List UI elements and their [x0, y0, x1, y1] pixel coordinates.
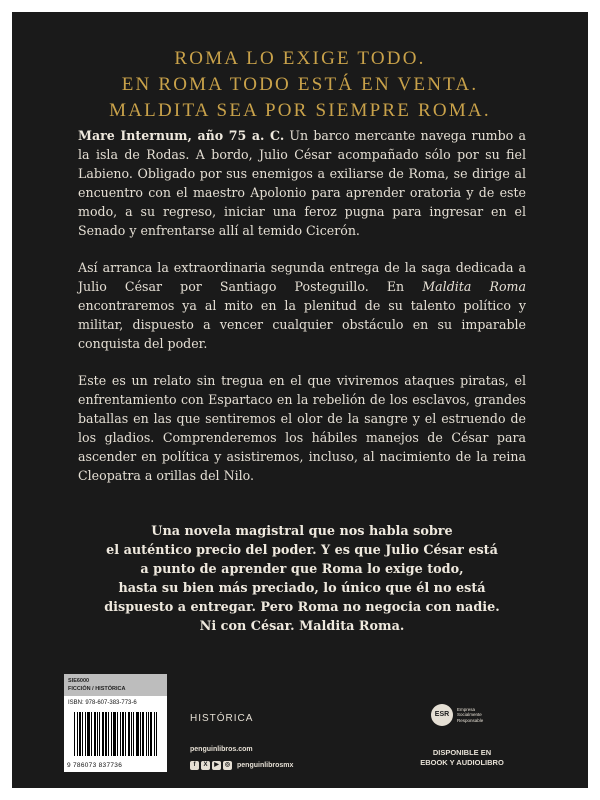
availability	[419, 748, 505, 768]
barcode-bar	[102, 712, 104, 756]
barcode-bar	[125, 712, 126, 756]
barcode-bar	[154, 712, 155, 756]
tagline-line-3: a punto de aprender que Roma lo exige todo,	[140, 562, 464, 577]
availability-line-1: DISPONIBLE EN	[432, 748, 492, 757]
barcode-bar	[133, 712, 134, 756]
barcode-bar	[156, 712, 157, 756]
website: penguinlibros.com	[190, 746, 253, 753]
barcode-bar	[99, 712, 100, 756]
barcode-bar	[146, 712, 147, 756]
barcode-bar	[131, 712, 132, 756]
barcode-number: 9 786073 837736	[67, 762, 123, 769]
x-icon: X	[201, 761, 210, 770]
barcode-bar	[82, 712, 83, 756]
barcode-bar	[117, 712, 118, 756]
facebook-icon: f	[190, 761, 199, 770]
barcode-bar	[140, 712, 141, 756]
category-label	[64, 674, 167, 696]
headline-line-1: ROMA LO EXIGE TODO.	[174, 48, 426, 69]
barcode-panel	[64, 696, 167, 772]
availability-line-2: EBOOK Y AUDIOLIBRO	[420, 758, 504, 767]
barcode-bar	[150, 712, 152, 756]
social-row	[190, 761, 293, 770]
barcode-bar	[122, 712, 124, 756]
genre-label: HISTÓRICA	[190, 713, 254, 724]
book-title: Maldita Roma	[422, 279, 527, 294]
synopsis-lead: Mare Internum, año 75 a. C.	[78, 128, 285, 143]
synopsis-p1-text: Un barco mercante navega rumbo a la isla de Rodas. A bordo, Julio César acompañado sólo por su fiel Labieno. Obligado por sus enemigos a exiliarse de Roma, se dirige al encuentro con el maestro Apolonio para aprender oratoria y de este modo, a su regreso, iniciar una feroz pugna para ingresar en el Senado y enfrentarse allí al temido Cicerón.	[78, 128, 526, 238]
esr-badge: ESR	[431, 704, 453, 726]
tagline-line-4: hasta su bien más preciado, lo único que él no está	[118, 581, 486, 596]
tagline	[70, 522, 534, 636]
barcode-bar	[111, 712, 112, 756]
headline-line-2: EN ROMA TODO ESTÁ EN VENTA.	[121, 74, 479, 95]
barcode-bar	[136, 712, 139, 756]
headline-line-3: MALDITA SEA POR SIEMPRE ROMA.	[109, 100, 491, 121]
barcode-bar	[128, 712, 130, 756]
barcode-bar	[105, 712, 107, 756]
tagline-line-6: Ni con César. Maldita Roma.	[199, 619, 405, 634]
barcode-bar	[91, 712, 92, 756]
barcode-bar	[85, 712, 86, 756]
synopsis-paragraph-2	[78, 258, 526, 353]
synopsis	[78, 126, 526, 503]
barcode-bar	[108, 712, 109, 756]
barcode-bar	[142, 712, 144, 756]
barcode-bar	[113, 712, 116, 756]
barcode-bar	[87, 712, 90, 756]
tagline-line-5: dispuesto a entregar. Pero Roma no negocia con nadie.	[104, 600, 500, 615]
barcode-bar	[94, 712, 96, 756]
category-name: FICCIÓN / HISTÓRICA	[68, 686, 126, 692]
synopsis-paragraph-3: Este es un relato sin tregua en el que viviremos ataques piratas, el enfrentamiento con Espartaco en la rebelión de los esclavos, grandes batallas en las que sentiremos el olor de la sangre y el estruendo de los gladios. Comprenderemos los hábiles manejos de César para ascender en política y asistiremos, incluso, al nacimiento de la reina Cleopatra a orillas del Nilo.	[78, 373, 526, 483]
headline	[12, 46, 588, 124]
barcode-bar	[97, 712, 98, 756]
barcode-bar	[120, 712, 121, 756]
barcode-bar	[79, 712, 81, 756]
youtube-icon: ▶	[212, 761, 221, 770]
esr-logo	[431, 704, 501, 726]
category-code: SIE6000	[68, 678, 90, 684]
esr-text: Empresa Socialmente Responsable	[457, 706, 484, 723]
barcode-bar	[74, 712, 75, 756]
social-handle: penguinlibrosmx	[237, 762, 294, 769]
synopsis-p2-pre: Así arranca la extraordinaria segunda entrega de la saga dedicada a Julio César por Santiago Posteguillo. En	[78, 260, 526, 294]
back-cover	[12, 12, 588, 788]
barcode-bar	[148, 712, 149, 756]
tagline-line-2: el auténtico precio del poder. Y es que Julio César está	[106, 543, 498, 558]
barcode-bars	[74, 712, 160, 756]
barcode-bar	[77, 712, 78, 756]
synopsis-p2-post: encontraremos ya al mito en la plenitud de su talento político y militar, dispuesto a vencer cualquier obstáculo en su imparable conquista del poder.	[78, 298, 526, 351]
instagram-icon: ◎	[224, 762, 231, 768]
tagline-line-1: Una novela magistral que nos habla sobre	[151, 524, 453, 539]
synopsis-paragraph-1	[78, 126, 526, 240]
barcode-block	[64, 674, 167, 772]
isbn: ISBN: 978-607-383-773-6	[68, 700, 137, 706]
